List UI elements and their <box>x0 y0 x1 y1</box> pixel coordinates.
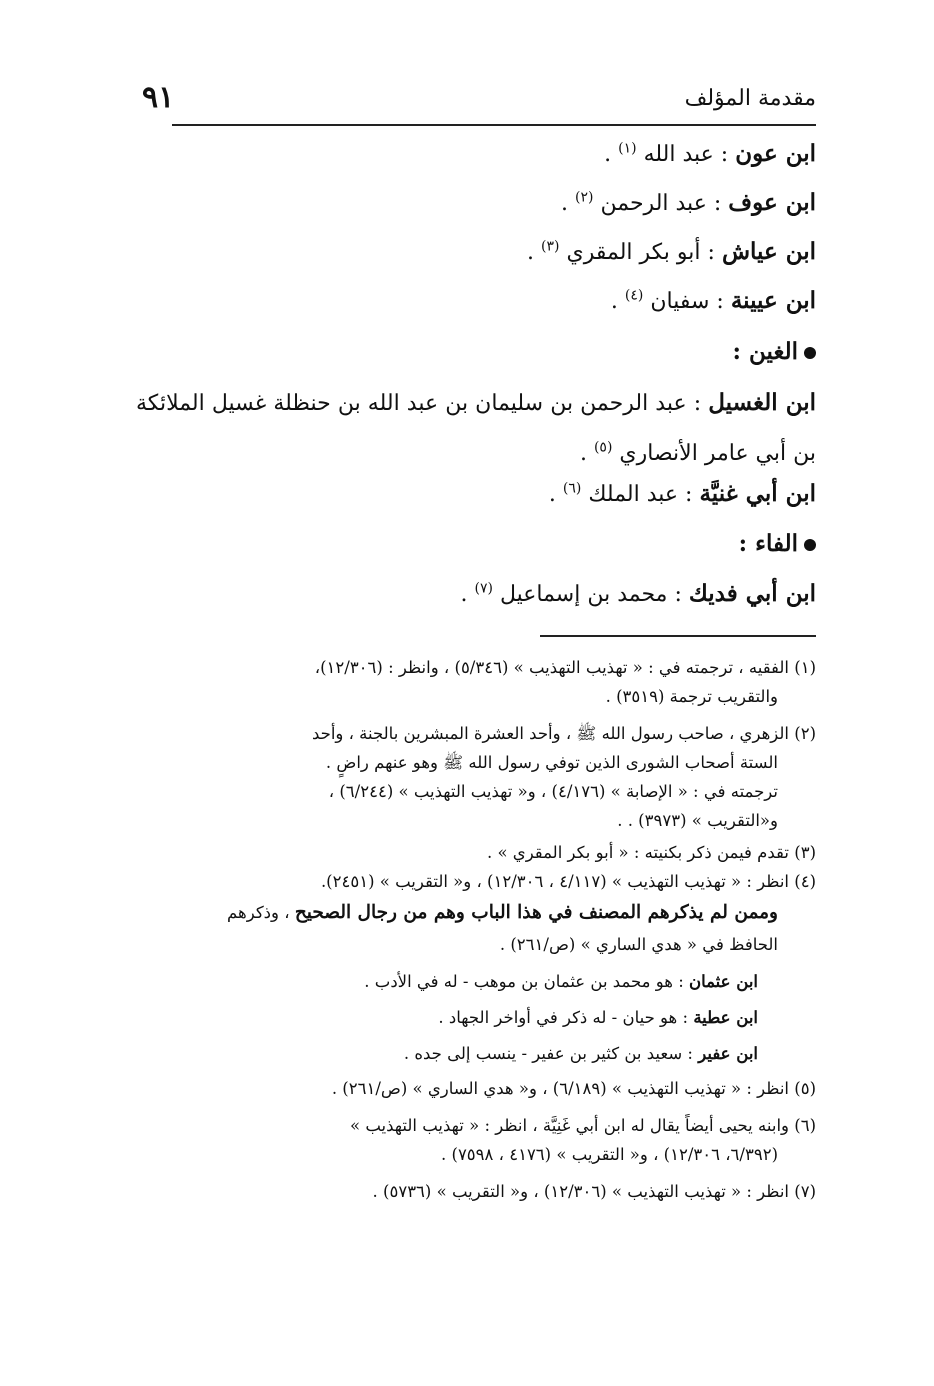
footnote-4: (٤) انظر : « تهذيب التهذيب » (٤/١١٧ ، ١٢/٣٠٦) ، و« التقريب » (٢٤٥١). <box>320 872 816 891</box>
entry-ibn-abi-ghaniyya: ابن أبي غنيَّة : عبد الملك $^{(٦)}$ . <box>548 480 816 507</box>
footnote-ref: (٧) <box>474 580 493 597</box>
footnote-1-line-2: والتقريب ترجمة (٣٥١٩) . <box>605 687 778 706</box>
footnote-4-entry-ibn-uthman: ابن عثمان : هو محمد بن عثمان بن موهب - له في الأدب . <box>364 972 758 991</box>
header-rule <box>172 124 816 126</box>
footnote-2-line-2: الستة أصحاب الشورى الذين توفي رسول الله ﷺ وهو عنهم راضٍ . <box>325 753 778 772</box>
entry-name: ابن أبي غنيَّة <box>699 480 816 507</box>
section-fa: الفاء : <box>739 530 816 557</box>
entry-ibn-al-ghasil: ابن الغسيل : عبد الرحمن بن سليمان بن عبد الله بن حنظلة غسيل الملائكة بن أبي عامر الأنصاري $^{(٥)}$ . <box>136 389 817 466</box>
footnote-4-bold-phrase: وممن لم يذكرهم المصنف في هذا الباب وهم من رجال الصحيح <box>294 902 778 923</box>
entry-name: ابن عون <box>735 140 816 167</box>
footnote-ref: (٣) <box>541 238 560 255</box>
entry-name: ابن عياش <box>721 238 816 265</box>
footnote-ref: (١) <box>618 140 637 157</box>
bullet-icon <box>804 539 816 551</box>
entry-name: ابن الغسيل <box>708 389 817 416</box>
footnote-6-line-2: (٦/٣٩٢، ١٢/٣٠٦) ، و« التقريب » (٤١٧٦ ، ٧٥٩٨) . <box>441 1145 778 1164</box>
entry-name: ابن عيينة <box>730 287 816 314</box>
footnote-2-line-3: ترجمته في : « الإصابة » (٤/١٧٦) ، و« تهذيب التهذيب » (٦/٢٤٤) ، <box>328 782 778 801</box>
footnote-5: (٥) انظر : « تهذيب التهذيب » (٦/١٨٩) ، و« هدي الساري » (ص/٢٦١) . <box>331 1079 816 1098</box>
entry-ibn-abi-fudayk: ابن أبي فديك : محمد بن إسماعيل $^{(٧)}$ . <box>460 580 816 607</box>
entry-ibn-ayyash: ابن عياش : أبو بكر المقري $^{(٣)}$ . <box>527 238 816 265</box>
page-number: ٩١ <box>142 80 175 115</box>
footnote-2-line-1: (٢) الزهري ، صاحب رسول الله ﷺ ، وأحد العشرة المبشرين بالجنة ، وأحد <box>311 724 816 743</box>
footnote-ref: (٢) <box>575 189 594 206</box>
entry-name: ابن أبي فديك <box>688 580 816 607</box>
footnote-ref: (٥) <box>593 439 613 456</box>
footnote-ref: (٤) <box>624 287 644 304</box>
footnote-4-entry-ibn-atiyya: ابن عطية : هو حيان - له ذكر في أواخر الجهاد . <box>438 1008 758 1027</box>
entry-ibn-awn: ابن عون : عبد الله $^{(١)}$ . <box>604 140 816 167</box>
footnote-4-entry-ibn-ufayr: ابن عفير : سعيد بن كثير بن عفير - ينسب إلى جده . <box>403 1044 758 1063</box>
footnote-4-addendum: وممن لم يذكرهم المصنف في هذا الباب وهم من رجال الصحيح ، وذكرهم <box>227 902 778 923</box>
bullet-icon <box>804 347 816 359</box>
footnote-7: (٧) انظر : « تهذيب التهذيب » (١٢/٣٠٦) ، و« التقريب » (٥٧٣٦) . <box>372 1182 816 1201</box>
entry-name: ابن عوف <box>728 189 816 216</box>
footnote-4-line-2: الحافظ في « هدي الساري » (ص/٢٦١) . <box>499 935 778 954</box>
footnote-3: (٣) تقدم فيمن ذكر بكنيته : « أبو بكر المقري » . <box>486 843 816 862</box>
footnote-ref: (٦) <box>562 480 582 497</box>
footnote-rule <box>540 635 816 637</box>
running-header-title: مقدمة المؤلف <box>684 86 816 111</box>
footnote-1-line-1: (١) الفقيه ، ترجمته في : « تهذيب التهذيب » (٥/٣٤٦) ، وانظر : (١٢/٣٠٦)، <box>314 658 816 677</box>
entry-ibn-uyayna: ابن عيينة : سفيان $^{(٤)}$ . <box>610 287 816 314</box>
section-ghain: الغين : <box>733 338 816 365</box>
entry-ibn-awf: ابن عوف : عبد الرحمن $^{(٢)}$ . <box>561 189 816 216</box>
footnote-6-line-1: (٦) وابنه يحيى أيضاً يقال له ابن أبي غَنِيَّة ، انظر : « تهذيب التهذيب » <box>349 1116 816 1135</box>
footnotes <box>136 653 816 1206</box>
footnote-2-line-4: و«التقريب » (٣٩٧٣) . . <box>617 811 778 830</box>
